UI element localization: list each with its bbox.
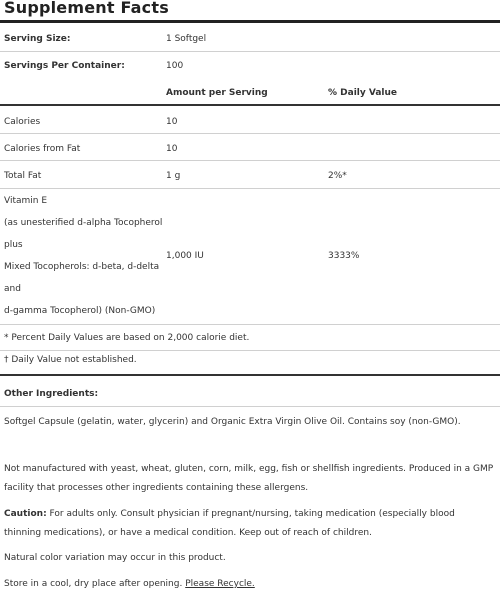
vitamin-e-line: Mixed Tocopherols: d-beta, d-delta bbox=[4, 262, 160, 272]
servings-per-container-label: Servings Per Container: bbox=[4, 61, 125, 71]
row-total-fat-amount: 1 g bbox=[166, 171, 181, 181]
recycle-link[interactable]: Please Recycle. bbox=[185, 579, 255, 589]
row-total-fat-dv: 2%* bbox=[328, 171, 347, 181]
storage-text: Store in a cool, dry place after opening. bbox=[4, 579, 183, 589]
section-rule bbox=[0, 374, 500, 376]
vitamin-e-dv: 3333% bbox=[328, 251, 360, 261]
row-calories-name: Calories bbox=[4, 117, 41, 127]
page-title: Supplement Facts bbox=[4, 0, 169, 17]
row-total-fat-name: Total Fat bbox=[4, 171, 42, 181]
servings-per-container-value: 100 bbox=[166, 61, 184, 71]
footnote-not-established: † Daily Value not established. bbox=[4, 355, 137, 365]
row-calories-from-fat-name: Calories from Fat bbox=[4, 144, 81, 154]
divider bbox=[0, 350, 500, 351]
caution-statement bbox=[4, 505, 494, 543]
title-rule bbox=[0, 20, 500, 23]
other-ingredients-text: Softgel Capsule (gelatin, water, glycerin) and Organic Extra Virgin Olive Oil. Contains soy (non-GMO). bbox=[4, 417, 461, 427]
vitamin-e-line: d-gamma Tocopherol) (Non-GMO) bbox=[4, 306, 156, 316]
serving-size-value: 1 Softgel bbox=[166, 34, 207, 44]
other-ingredients-heading: Other Ingredients: bbox=[4, 389, 99, 399]
divider bbox=[0, 133, 500, 134]
color-variation-note: Natural color variation may occur in this product. bbox=[4, 553, 226, 563]
divider bbox=[0, 324, 500, 325]
serving-size-label: Serving Size: bbox=[4, 34, 71, 44]
caution-text: For adults only. Consult physician if pregnant/nursing, taking medication (especially blood thinning medications), or have a medical condition. Keep out of reach of children. bbox=[4, 509, 455, 538]
row-calories-from-fat-amount: 10 bbox=[166, 144, 178, 154]
daily-value-header: % Daily Value bbox=[328, 88, 398, 98]
caution-label: Caution: bbox=[4, 509, 47, 519]
storage-note bbox=[4, 579, 255, 589]
divider bbox=[0, 406, 500, 407]
vitamin-e-line: Vitamin E bbox=[4, 196, 48, 206]
footnote-percent-dv: * Percent Daily Values are based on 2,000 calorie diet. bbox=[4, 333, 250, 343]
vitamin-e-line: plus bbox=[4, 240, 23, 250]
vitamin-e-line: (as unesterified d-alpha Tocopherol bbox=[4, 218, 163, 228]
header-rule bbox=[0, 104, 500, 106]
divider bbox=[0, 188, 500, 189]
divider bbox=[0, 160, 500, 161]
divider bbox=[0, 51, 500, 52]
vitamin-e-amount: 1,000 IU bbox=[166, 251, 204, 261]
allergen-statement: Not manufactured with yeast, wheat, gluten, corn, milk, egg, fish or shellfish ingredients. Produced in a GMP facility that processes other ingredients containing these allergens. bbox=[4, 464, 494, 493]
amount-per-serving-header: Amount per Serving bbox=[166, 88, 268, 98]
row-calories-amount: 10 bbox=[166, 117, 178, 127]
vitamin-e-line: and bbox=[4, 284, 21, 294]
